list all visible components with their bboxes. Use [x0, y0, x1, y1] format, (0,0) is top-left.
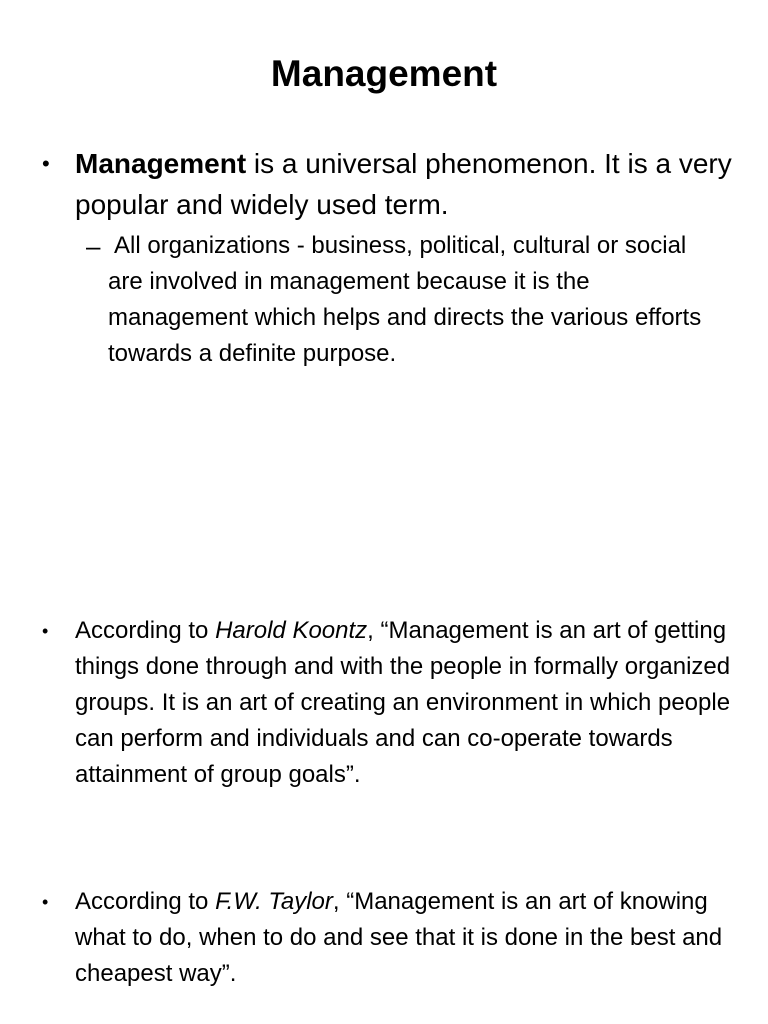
author-name: F.W. Taylor: [215, 888, 333, 915]
bullet-prefix: According to: [75, 888, 216, 915]
bullet-management-definition: [42, 143, 732, 225]
slide-title: Management: [270, 53, 498, 94]
author-name: Harold Koontz: [215, 617, 368, 644]
bullet-koontz-quote: [42, 613, 732, 793]
bold-term: Management: [75, 148, 247, 179]
bullet-point-icon: •: [42, 621, 49, 641]
bullet-prefix: According to: [75, 617, 216, 644]
bullet-point-icon: •: [42, 151, 50, 176]
bullet-body: , “Management is an art of knowing what to do, when to do and see that it is done in the best and cheapest way”.: [75, 888, 723, 987]
bullet-body: is a universal phenomenon. It is a very popular and widely used term.: [75, 148, 732, 220]
sub-bullet-organizations: [86, 228, 706, 372]
dash-icon: –: [86, 231, 101, 261]
bullet-body: , “Management is an art of getting things done through and with the people in formally organized groups. It is an art of creating an environment in which people can perform and individuals and can co-operate towards attainment of group goals”.: [75, 617, 731, 788]
bullet-text: [75, 613, 732, 793]
sub-bullet-text: All organizations - business, political, cultural or social are involved in management because it is the management which helps and directs the various efforts towards a definite purpose.: [108, 232, 702, 367]
bullet-taylor-quote: [42, 884, 732, 992]
bullet-text: [75, 884, 732, 992]
bullet-point-icon: •: [42, 892, 49, 912]
bullet-text: [75, 143, 732, 225]
